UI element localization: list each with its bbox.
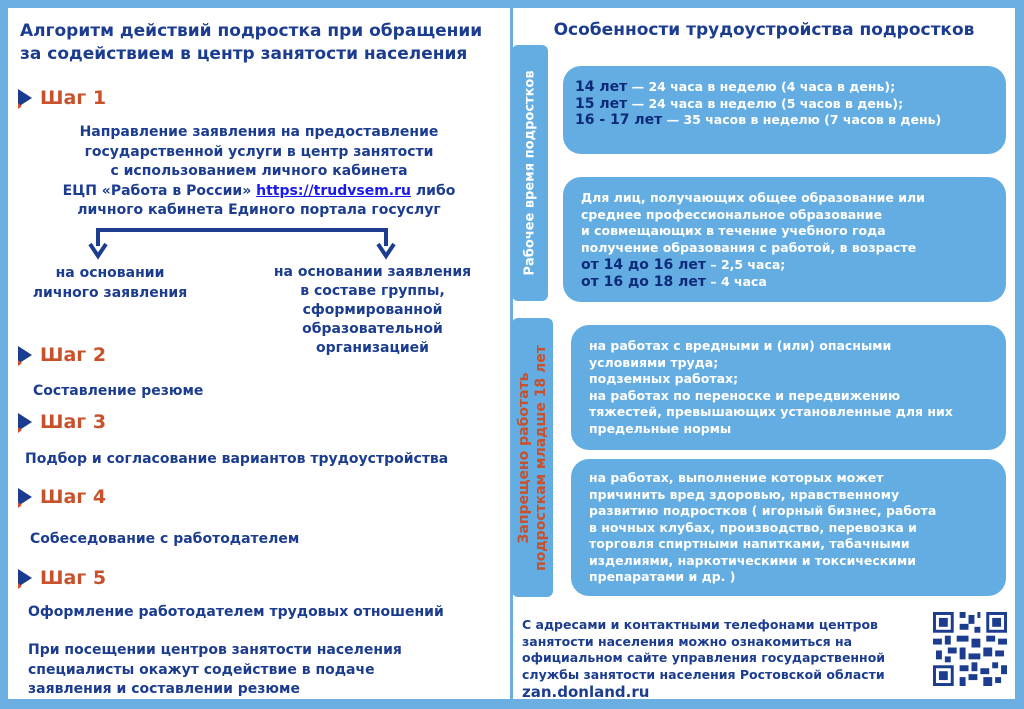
left-title bbox=[20, 20, 482, 66]
age: 14 лет bbox=[575, 79, 628, 95]
branch-group bbox=[250, 263, 495, 358]
age: от 16 до 18 лет bbox=[581, 273, 706, 290]
text-line: изделиями, наркотическими и токсическими bbox=[589, 552, 917, 568]
hours-row bbox=[581, 274, 1006, 291]
working-time-label-box bbox=[512, 45, 548, 301]
step-label: Шаг 5 bbox=[40, 567, 107, 589]
arrow-right-icon: → bbox=[556, 505, 568, 521]
text-line: организацией bbox=[316, 340, 429, 356]
text-line: личного заявления bbox=[32, 284, 188, 301]
text-line: заявления и составлении резюме bbox=[28, 681, 300, 697]
text-line: специалисты окажут содействие в подаче bbox=[28, 661, 375, 678]
step-4 bbox=[18, 486, 106, 508]
text-line: подземных работах; bbox=[589, 371, 739, 386]
step-4-text: Собеседование с работодателем bbox=[30, 531, 300, 547]
branch-personal bbox=[10, 264, 210, 303]
step-2-text: Составление резюме bbox=[33, 383, 204, 399]
text-line: государственной услуги в центр занятости bbox=[84, 143, 434, 160]
prohibited-label-box bbox=[512, 318, 553, 597]
step-label: Шаг 3 bbox=[40, 411, 107, 433]
text-line: условиями труда; bbox=[589, 354, 719, 370]
text-line bbox=[8, 182, 510, 202]
text-line: развитию подростков ( игорный бизнес, работа bbox=[589, 503, 937, 518]
text-line: При посещении центров занятости населения bbox=[28, 642, 402, 658]
text-line: в составе группы, bbox=[300, 283, 445, 299]
prohibited-box-2 bbox=[571, 459, 1006, 596]
text-line: образовательной bbox=[302, 321, 443, 337]
text-line: Направление заявления на предоставление bbox=[79, 124, 439, 140]
text-line: на основании bbox=[55, 265, 165, 281]
rule: — 35 часов в неделю (7 часов в день) bbox=[662, 112, 942, 127]
zan-donland-link[interactable]: zan.donland.ru bbox=[522, 683, 650, 701]
play-arrow-icon bbox=[18, 488, 32, 506]
age: 15 лет bbox=[575, 95, 628, 112]
rule: — 24 часа в неделю (4 часа в день); bbox=[627, 79, 896, 94]
assistance-note bbox=[28, 641, 402, 700]
working-time-label: Рабочее время подростков bbox=[522, 70, 538, 276]
rule: – 2,5 часа; bbox=[705, 257, 786, 272]
qr-code-icon bbox=[933, 612, 1007, 686]
text-line: сформированной bbox=[302, 302, 443, 318]
rule: — 24 часа в неделю (5 часов в день); bbox=[627, 95, 904, 111]
play-arrow-icon bbox=[18, 569, 32, 587]
age: от 14 до 16 лет bbox=[581, 257, 706, 273]
hours-row bbox=[575, 79, 1006, 96]
text-line: подросткам младше 18 лет bbox=[532, 344, 549, 571]
step-label: Шаг 2 bbox=[40, 344, 107, 366]
text-line: причинить вред здоровью, нравственному bbox=[589, 486, 900, 502]
text-line: официальном сайте управления государственной bbox=[522, 650, 886, 665]
hours-box bbox=[563, 66, 1006, 154]
step-5-text: Оформление работодателем трудовых отношений bbox=[28, 604, 444, 620]
arrow-right-icon: → bbox=[550, 238, 562, 254]
trudvsem-link[interactable]: https://trudvsem.ru bbox=[256, 182, 411, 199]
arrow-right-icon: → bbox=[556, 365, 568, 381]
text-line: занятости населения можно ознакомиться на bbox=[522, 633, 853, 649]
text-part: либо bbox=[411, 182, 456, 199]
text-line: получение образования с работой, в возрасте bbox=[581, 239, 917, 255]
text-line: службы занятости населения Ростовской области bbox=[522, 666, 885, 682]
text-line: С адресами и контактными телефонами центров bbox=[522, 617, 878, 632]
step-3-text: Подбор и согласование вариантов трудоустройства bbox=[25, 451, 449, 467]
text-line: Запрещено работать bbox=[515, 371, 532, 544]
text-line: предельные нормы bbox=[589, 420, 732, 436]
text-line: и совмещающих в течение учебного года bbox=[581, 223, 886, 238]
text-line: с использованием личного кабинета bbox=[110, 163, 408, 179]
play-arrow-icon bbox=[18, 346, 32, 364]
contacts-note bbox=[522, 617, 885, 701]
text-line: тяжестей, превышающих установленные для них bbox=[589, 404, 953, 419]
step-3 bbox=[18, 411, 106, 433]
hours-row bbox=[581, 257, 1006, 274]
play-arrow-icon bbox=[18, 413, 32, 431]
hours-row bbox=[575, 96, 1006, 113]
text-line: торговля спиртными напитками, табачными bbox=[589, 536, 910, 551]
rule: – 4 часа bbox=[705, 273, 767, 289]
prohibited-label bbox=[516, 345, 550, 571]
branch-arrows bbox=[85, 224, 400, 260]
left-title-line: Алгоритм действий подростка при обращении bbox=[20, 21, 483, 41]
text-line: в ночных клубах, производство, перевозка и bbox=[589, 519, 917, 535]
text-line: Для лиц, получающих общее образование или bbox=[581, 190, 925, 205]
step-5 bbox=[18, 567, 106, 589]
step-1-text bbox=[8, 123, 510, 221]
left-title-line: за содействием в центр занятости населения bbox=[20, 44, 468, 64]
arrow-right-icon: → bbox=[550, 93, 562, 109]
students-box bbox=[563, 177, 1006, 302]
text-line: на работах по переноске и передвижению bbox=[589, 387, 901, 403]
step-label: Шаг 1 bbox=[40, 87, 107, 109]
age: 16 - 17 лет bbox=[575, 112, 663, 128]
right-title: Особенности трудоустройства подростков bbox=[553, 20, 975, 40]
hours-row bbox=[575, 112, 1006, 129]
text-line: на основании заявления bbox=[273, 264, 472, 280]
text-line: среднее профессиональное образование bbox=[581, 206, 883, 222]
play-arrow-icon bbox=[18, 89, 32, 107]
text-line: на работах с вредными и (или) опасными bbox=[589, 338, 892, 353]
step-1 bbox=[18, 87, 106, 109]
text-line: на работах, выполнение которых может bbox=[589, 470, 884, 485]
prohibited-box-1 bbox=[571, 325, 1006, 450]
text-line: препаратами и др. ) bbox=[589, 569, 736, 584]
text-part: ЕЦП «Работа в России» bbox=[62, 182, 257, 199]
step-2 bbox=[18, 344, 106, 366]
step-label: Шаг 4 bbox=[40, 486, 107, 508]
text-line: личного кабинета Единого портала госуслуг bbox=[77, 202, 441, 218]
